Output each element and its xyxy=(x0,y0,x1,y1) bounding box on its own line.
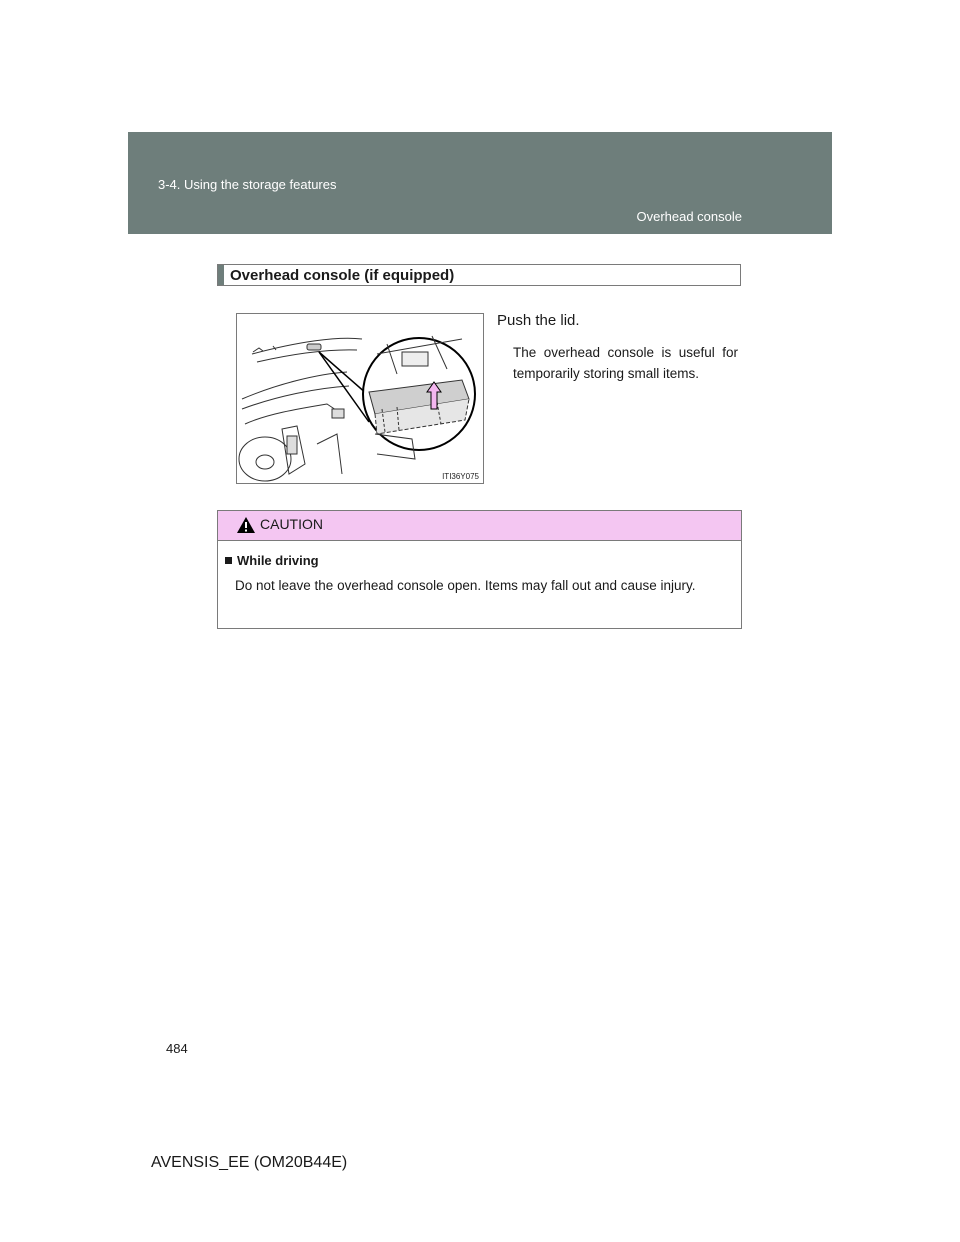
square-bullet-icon xyxy=(225,557,232,564)
section-title-bar xyxy=(217,264,741,286)
overhead-console-illustration xyxy=(236,313,484,484)
document-footer: AVENSIS_EE (OM20B44E) xyxy=(151,1154,348,1171)
instruction-text: Push the lid. xyxy=(497,312,580,329)
figure-code: ITI36Y075 xyxy=(442,472,479,481)
caution-subheading-text: While driving xyxy=(237,553,319,568)
caution-header xyxy=(218,511,741,541)
caution-box xyxy=(217,510,742,629)
title-accent xyxy=(218,265,224,285)
page-header xyxy=(128,132,832,234)
page-number: 484 xyxy=(166,1041,188,1056)
caution-subheading xyxy=(225,553,319,568)
caution-label: CAUTION xyxy=(260,516,323,532)
car-interior-drawing xyxy=(237,314,483,483)
section-breadcrumb: 3-4. Using the storage features xyxy=(158,177,337,192)
warning-icon xyxy=(236,516,256,534)
topic-title: Overhead console xyxy=(636,209,742,224)
caution-text: Do not leave the overhead console open. Items may fall out and cause injury. xyxy=(235,578,696,593)
section-title: Overhead console (if equipped) xyxy=(230,267,455,284)
description-text: The overhead console is useful for temporarily storing small items. xyxy=(513,345,738,381)
